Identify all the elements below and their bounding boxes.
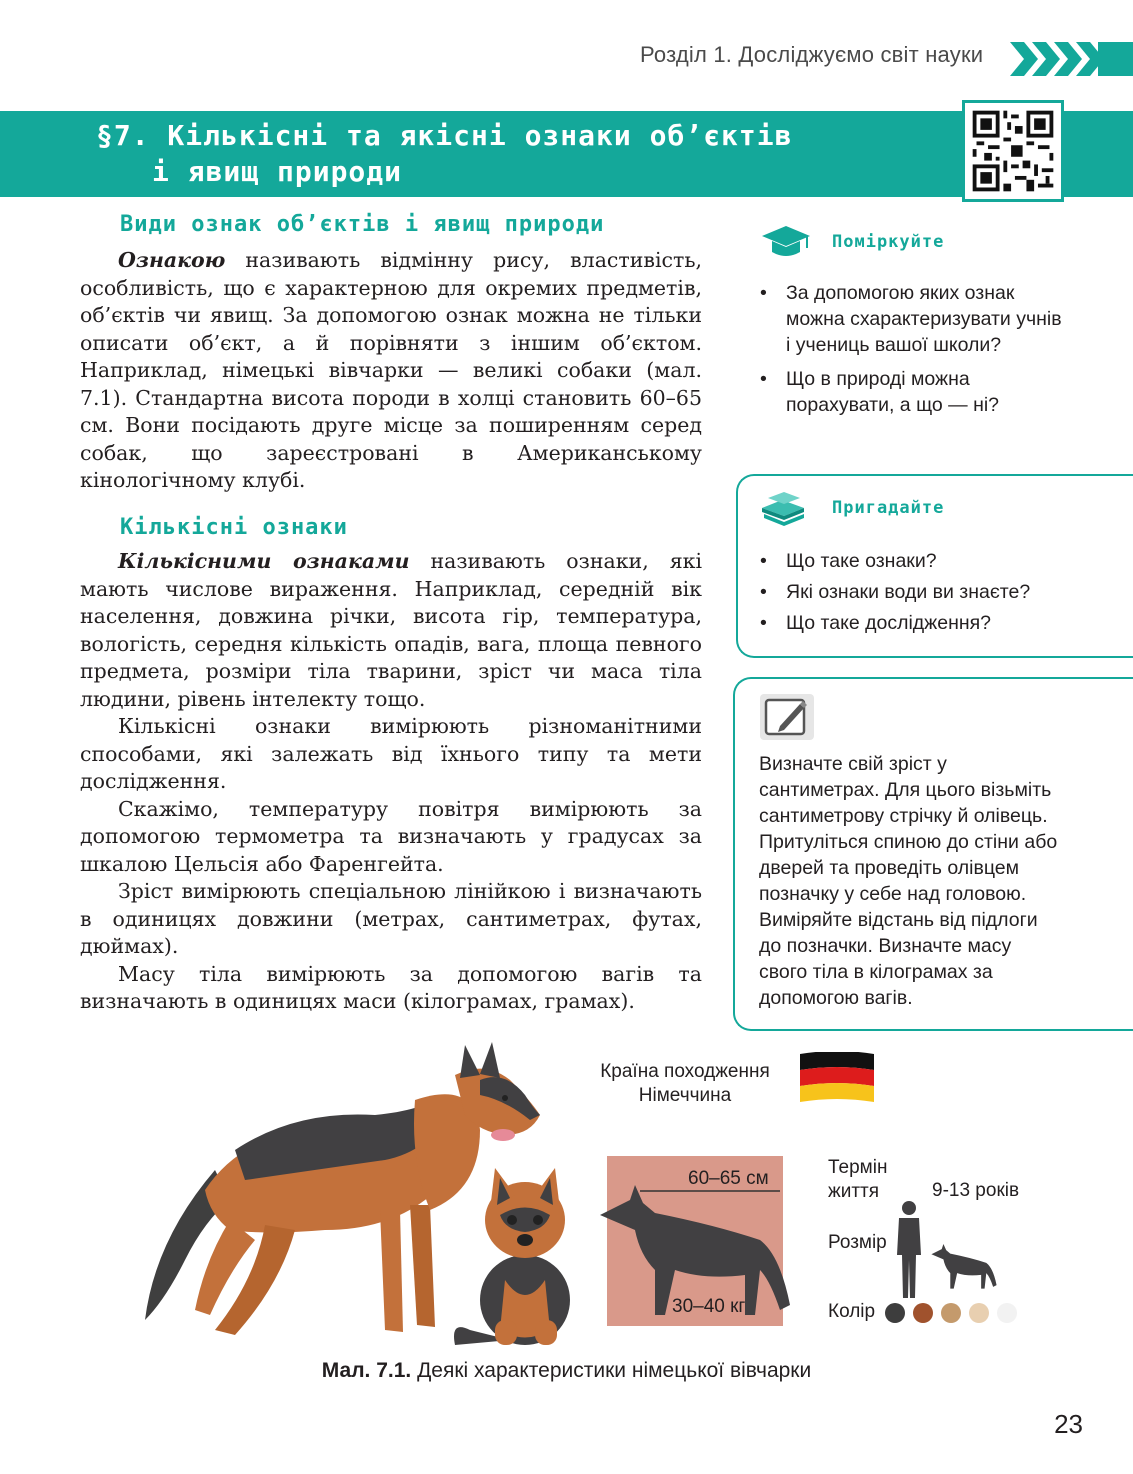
puppy-illustration: [450, 1160, 590, 1350]
color-label: Колір: [828, 1301, 876, 1322]
page-number: 23: [1054, 1409, 1083, 1439]
section2-paragraph-4: Зріст вимірюють спеціальною лінійкою і визначають в одиницях довжини (метрах, сантиметрах, футах, дюймах).: [80, 879, 702, 958]
color-swatch: [941, 1303, 961, 1323]
pencil-note-icon: [758, 692, 816, 742]
section2-text: [80, 548, 702, 1016]
section-heading-quantitative: Кількісні ознаки: [120, 515, 348, 540]
height-value: 60–65 см: [688, 1168, 769, 1189]
color-swatch: [885, 1303, 905, 1323]
qr-code[interactable]: [962, 100, 1064, 202]
color-swatch: [913, 1303, 933, 1323]
task-text: Визначте свій зріст у сантиметрах. Для цього візьміть сантиметрову стрічку й олівець. Притуліться спиною до стіни або дверей та проведіть олівцем позначку у себе над головою. Виміряйте відстань від підлоги до позначки. Визначте масу свого тіла в кілограмах за допомогою вагів.: [759, 753, 1058, 1009]
graduation-cap-icon: [760, 224, 812, 262]
title-line-1: §7. Кількісні та якісні ознаки об’єктів: [96, 119, 793, 152]
chevron-arrows-icon: [1010, 42, 1133, 76]
qr-code-icon: [965, 103, 1061, 199]
origin-value: Німеччина: [638, 1085, 732, 1106]
origin-info: [590, 1060, 780, 1108]
lifespan-label-line-2: життя: [828, 1181, 880, 1202]
person-silhouette-icon: [893, 1200, 925, 1300]
lifespan-value: 9-13 років: [932, 1180, 1020, 1201]
color-swatches: [884, 1301, 1024, 1325]
think-item-2: • Що в природі можна порахувати, а що — ні?: [758, 366, 1068, 418]
figure-caption: [0, 1359, 1133, 1383]
page-title: [96, 118, 792, 190]
think-item-1: • За допомогою яких ознак можна схарактеризувати учнів і учениць вашої школи?: [758, 280, 1068, 358]
recall-box-heading: Пригадайте: [832, 498, 945, 518]
running-head: Розділ 1. Досліджуємо світ науки: [640, 42, 984, 67]
color-swatch: [997, 1303, 1017, 1323]
books-icon: [758, 490, 808, 530]
small-dog-silhouette-icon: [928, 1244, 1000, 1292]
lifespan-label-line-1: Термін: [828, 1157, 888, 1178]
recall-item-3: • Що таке дослідження?: [758, 610, 1068, 636]
german-flag-icon: [800, 1052, 874, 1102]
section2-paragraph-1: називають ознаки, які мають числове вираження. Наприклад, середній вік населення, довжина річки, висота гір, температура, вологість, середня кількість опадів, вага, площа певного предмета, розміри тіла тварини, зріст чи маса тіла людини, рівень інтелекту тощо.: [80, 549, 702, 711]
size-label: Розмір: [828, 1232, 887, 1253]
recall-list: [758, 548, 1068, 641]
color-swatch: [969, 1303, 989, 1323]
weight-value: 30–40 кг: [672, 1296, 746, 1317]
section-heading-types: Види ознак об’єктів і явищ природи: [120, 212, 605, 237]
recall-item-1: • Що таке ознаки?: [758, 548, 1068, 574]
section1-paragraph: називають відмінну рису, властивість, особливість, що є характерною для окремих предметів, об’єктів чи явищ. За допомогою ознак можна не тільки описати об’єкт, а й порівняти з іншим об’єктом. Наприклад, німецькі вівчарки — великі собаки (мал. 7.1). Стандартна висота породи в холці становить 60–65 см. Вони посідають друге місце за поширенням серед собак, що зареєстровані в Американському кінологічному клубі.: [80, 248, 702, 492]
section2-paragraph-3: Скажімо, температуру повітря вимірюють за допомогою термометра та визначають у градусах за шкалою Цельсія або Фаренгейта.: [80, 796, 702, 876]
recall-item-2: • Які ознаки води ви знаєте?: [758, 579, 1068, 605]
figure-caption-text: Деякі характеристики німецької вівчарки: [411, 1359, 812, 1382]
think-box-heading: Поміркуйте: [832, 232, 945, 252]
term-oznaka: Ознакою: [118, 248, 226, 272]
section2-paragraph-2: Кількісні ознаки вимірюють різноманітними способами, які залежать від їхнього типу та мети дослідження.: [80, 714, 702, 793]
figure-caption-label: Мал. 7.1.: [321, 1359, 412, 1382]
section1-text: [80, 247, 702, 495]
title-line-2: і явищ природи: [152, 155, 403, 188]
section2-paragraph-5: Масу тіла вимірюють за допомогою вагів та визначають в одиницях маси (кілограмах, грамах).: [80, 961, 702, 1013]
lifespan-label: [828, 1156, 887, 1204]
origin-label: Країна походження: [600, 1061, 770, 1082]
term-quantitative: Кількісними ознаками: [118, 549, 410, 573]
think-box: [758, 280, 1068, 426]
